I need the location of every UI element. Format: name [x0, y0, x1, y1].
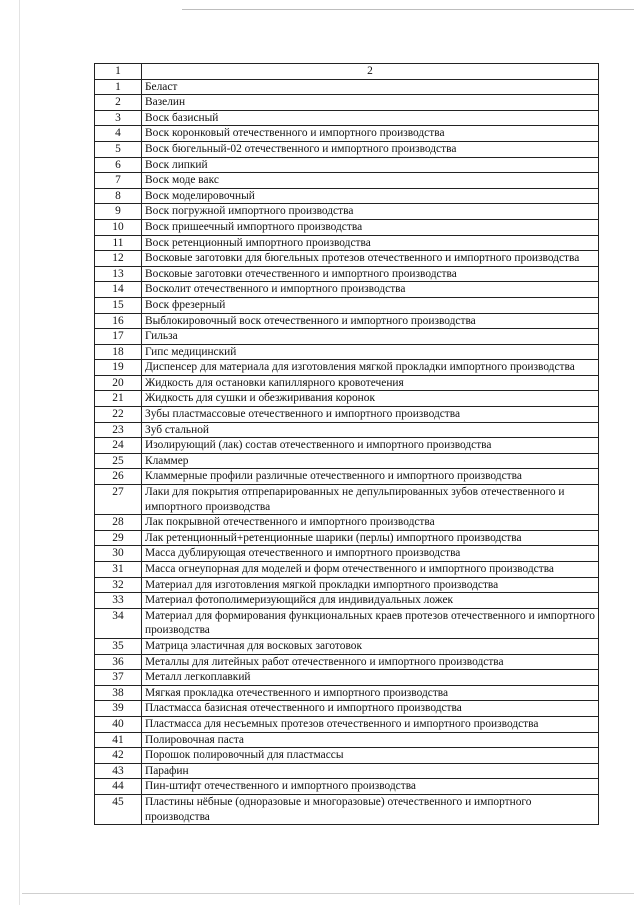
header-cell-number: 1 — [95, 64, 142, 80]
row-name-cell: Металлы для литейных работ отечественного и импортного производства — [142, 654, 599, 670]
row-name-cell: Зубы пластмассовые отечественного и импортного производства — [142, 407, 599, 423]
table-row — [95, 763, 599, 779]
row-name-cell: Мягкая прокладка отечественного и импортного производства — [142, 685, 599, 701]
table-row — [95, 469, 599, 485]
table-row — [95, 530, 599, 546]
row-name-cell: Воск ретенционный импортного производства — [142, 235, 599, 251]
table-row — [95, 562, 599, 578]
scan-left-edge — [19, 0, 20, 905]
row-name-cell: Кламмер — [142, 453, 599, 469]
row-name-cell: Воск фрезерный — [142, 297, 599, 313]
row-name-cell: Лак ретенционный+ретенционные шарики (перлы) импортного производства — [142, 530, 599, 546]
table-row — [95, 188, 599, 204]
table-row — [95, 422, 599, 438]
row-number-cell: 38 — [95, 685, 142, 701]
row-number-cell: 14 — [95, 282, 142, 298]
row-number-cell: 18 — [95, 344, 142, 360]
row-number-cell: 35 — [95, 638, 142, 654]
row-name-cell: Воск погружной импортного производства — [142, 204, 599, 220]
row-number-cell: 3 — [95, 110, 142, 126]
row-number-cell: 26 — [95, 469, 142, 485]
materials-table-body — [95, 64, 599, 825]
row-name-cell: Пластины нёбные (одноразовые и многоразовые) отечественного и импортного производства — [142, 794, 599, 824]
table-row — [95, 608, 599, 638]
row-number-cell: 40 — [95, 716, 142, 732]
row-name-cell: Воск бюгельный-02 отечественного и импортного производства — [142, 141, 599, 157]
table-row — [95, 593, 599, 609]
row-number-cell: 11 — [95, 235, 142, 251]
row-name-cell: Кламмерные профили различные отечественного и импортного производства — [142, 469, 599, 485]
table-row — [95, 79, 599, 95]
row-name-cell: Лаки для покрытия отпрепарированных не депульпированных зубов отечественного и импортного производства — [142, 485, 599, 515]
table-row — [95, 407, 599, 423]
row-number-cell: 45 — [95, 794, 142, 824]
row-number-cell: 16 — [95, 313, 142, 329]
table-row — [95, 638, 599, 654]
table-row — [95, 515, 599, 531]
row-number-cell: 37 — [95, 670, 142, 686]
row-number-cell: 42 — [95, 748, 142, 764]
row-number-cell: 8 — [95, 188, 142, 204]
row-number-cell: 4 — [95, 126, 142, 142]
table-row — [95, 235, 599, 251]
table-row — [95, 732, 599, 748]
table-header-row — [95, 64, 599, 80]
table-row — [95, 794, 599, 824]
row-number-cell: 32 — [95, 577, 142, 593]
table-row — [95, 748, 599, 764]
row-number-cell: 34 — [95, 608, 142, 638]
table-row — [95, 701, 599, 717]
table-row — [95, 266, 599, 282]
row-name-cell: Диспенсер для материала для изготовления мягкой прокладки импортного производства — [142, 360, 599, 376]
table-row — [95, 438, 599, 454]
table-row — [95, 141, 599, 157]
table-row — [95, 329, 599, 345]
row-number-cell: 17 — [95, 329, 142, 345]
table-row — [95, 297, 599, 313]
row-number-cell: 6 — [95, 157, 142, 173]
materials-table — [94, 63, 599, 825]
table-row — [95, 204, 599, 220]
table-row — [95, 685, 599, 701]
table-row — [95, 95, 599, 111]
row-name-cell: Порошок полировочный для пластмассы — [142, 748, 599, 764]
row-number-cell: 29 — [95, 530, 142, 546]
row-number-cell: 13 — [95, 266, 142, 282]
row-number-cell: 44 — [95, 779, 142, 795]
row-name-cell: Материал для изготовления мягкой прокладки импортного производства — [142, 577, 599, 593]
row-number-cell: 19 — [95, 360, 142, 376]
row-number-cell: 41 — [95, 732, 142, 748]
row-number-cell: 10 — [95, 219, 142, 235]
table-row — [95, 716, 599, 732]
row-name-cell: Полировочная паста — [142, 732, 599, 748]
row-name-cell: Парафин — [142, 763, 599, 779]
row-name-cell: Пластмасса для несъемных протезов отечественного и импортного производства — [142, 716, 599, 732]
table-row — [95, 654, 599, 670]
row-name-cell: Жидкость для остановки капиллярного кровотечения — [142, 375, 599, 391]
row-number-cell: 9 — [95, 204, 142, 220]
row-name-cell: Масса огнеупорная для моделей и форм отечественного и импортного производства — [142, 562, 599, 578]
table-row — [95, 344, 599, 360]
table-row — [95, 110, 599, 126]
row-name-cell: Вазелин — [142, 95, 599, 111]
table-row — [95, 485, 599, 515]
row-name-cell: Беласт — [142, 79, 599, 95]
row-name-cell: Материал фотополимеризующийся для индивидуальных ложек — [142, 593, 599, 609]
row-number-cell: 21 — [95, 391, 142, 407]
table-row — [95, 282, 599, 298]
row-number-cell: 2 — [95, 95, 142, 111]
row-number-cell: 25 — [95, 453, 142, 469]
row-name-cell: Выблокировочный воск отечественного и импортного производства — [142, 313, 599, 329]
row-number-cell: 39 — [95, 701, 142, 717]
table-row — [95, 453, 599, 469]
row-name-cell: Масса дублирующая отечественного и импортного производства — [142, 546, 599, 562]
row-name-cell: Пластмасса базисная отечественного и импортного производства — [142, 701, 599, 717]
row-name-cell: Металл легкоплавкий — [142, 670, 599, 686]
row-number-cell: 30 — [95, 546, 142, 562]
table-row — [95, 546, 599, 562]
scan-bottom-rule — [22, 893, 634, 894]
table-row — [95, 251, 599, 267]
row-name-cell: Матрица эластичная для восковых заготовок — [142, 638, 599, 654]
row-name-cell: Жидкость для сушки и обезжиривания коронок — [142, 391, 599, 407]
table-row — [95, 313, 599, 329]
row-number-cell: 22 — [95, 407, 142, 423]
row-number-cell: 12 — [95, 251, 142, 267]
table-row — [95, 173, 599, 189]
table-row — [95, 126, 599, 142]
row-number-cell: 33 — [95, 593, 142, 609]
table-row — [95, 391, 599, 407]
row-name-cell: Восковые заготовки для бюгельных протезов отечественного и импортного производства — [142, 251, 599, 267]
row-name-cell: Воск моде вакс — [142, 173, 599, 189]
row-number-cell: 28 — [95, 515, 142, 531]
row-number-cell: 23 — [95, 422, 142, 438]
table-row — [95, 577, 599, 593]
scan-top-rule — [182, 9, 634, 10]
table-row — [95, 360, 599, 376]
row-name-cell: Изолирующий (лак) состав отечественного и импортного производства — [142, 438, 599, 454]
row-name-cell: Пин-штифт отечественного и импортного производства — [142, 779, 599, 795]
row-number-cell: 27 — [95, 485, 142, 515]
row-name-cell: Восколит отечественного и импортного производства — [142, 282, 599, 298]
row-name-cell: Восковые заготовки отечественного и импортного производства — [142, 266, 599, 282]
table-row — [95, 779, 599, 795]
row-name-cell: Воск коронковый отечественного и импортного производства — [142, 126, 599, 142]
row-name-cell: Лак покрывной отечественного и импортного производства — [142, 515, 599, 531]
row-name-cell: Гильза — [142, 329, 599, 345]
row-number-cell: 31 — [95, 562, 142, 578]
row-name-cell: Воск липкий — [142, 157, 599, 173]
table-row — [95, 157, 599, 173]
row-number-cell: 5 — [95, 141, 142, 157]
table-row — [95, 375, 599, 391]
row-name-cell: Зуб стальной — [142, 422, 599, 438]
row-name-cell: Материал для формирования функциональных краев протезов отечественного и импортного производства — [142, 608, 599, 638]
row-number-cell: 1 — [95, 79, 142, 95]
row-number-cell: 24 — [95, 438, 142, 454]
row-number-cell: 43 — [95, 763, 142, 779]
row-name-cell: Гипс медицинский — [142, 344, 599, 360]
row-number-cell: 7 — [95, 173, 142, 189]
row-number-cell: 15 — [95, 297, 142, 313]
table-row — [95, 670, 599, 686]
row-name-cell: Воск моделировочный — [142, 188, 599, 204]
table-row — [95, 219, 599, 235]
row-name-cell: Воск пришеечный импортного производства — [142, 219, 599, 235]
row-number-cell: 20 — [95, 375, 142, 391]
row-name-cell: Воск базисный — [142, 110, 599, 126]
header-cell-name: 2 — [142, 64, 599, 80]
row-number-cell: 36 — [95, 654, 142, 670]
